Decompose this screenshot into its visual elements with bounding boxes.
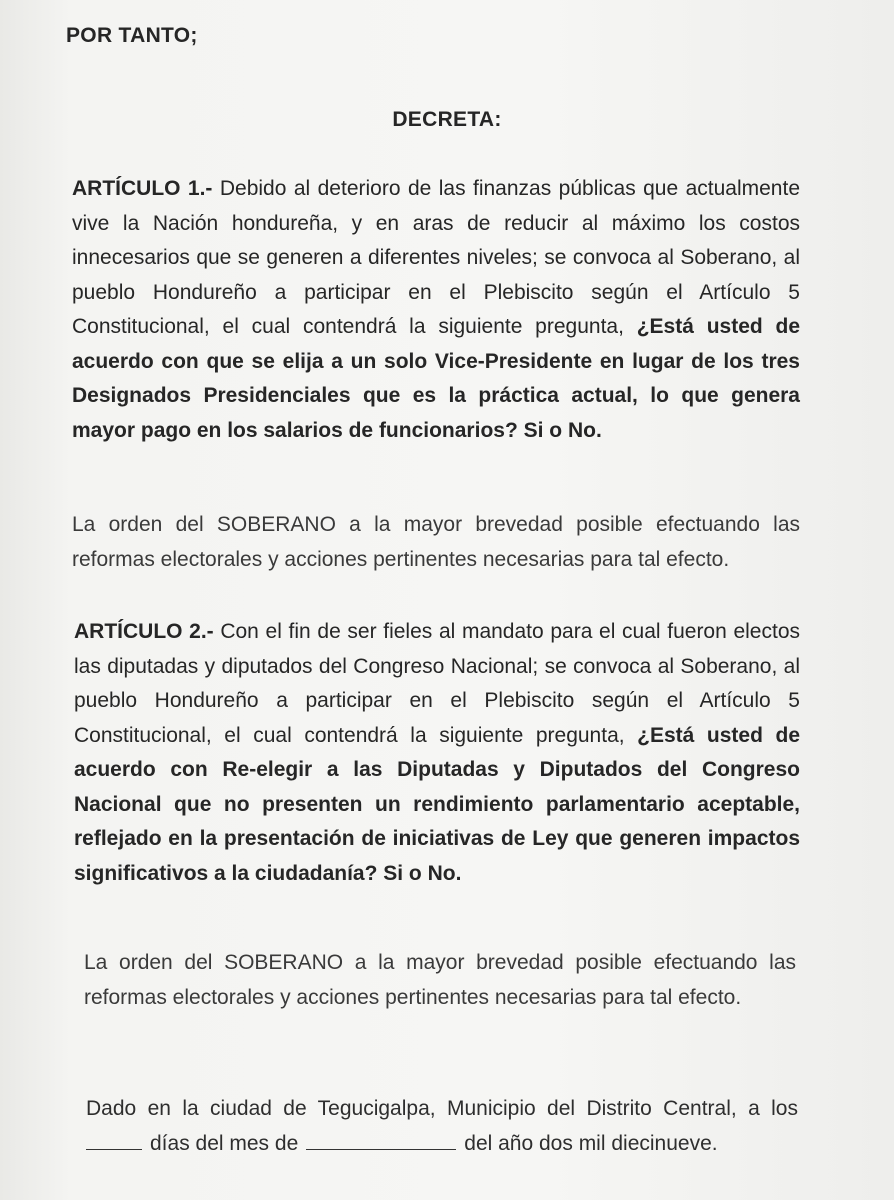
closing-line-1: Dado en la ciudad de Tegucigalpa, Municipio del Distrito Central, a los — [86, 1097, 798, 1120]
month-blank-line — [306, 1129, 456, 1150]
closing-paragraph — [86, 1092, 798, 1161]
articulo-1-label: ARTÍCULO 1.- — [72, 177, 213, 200]
decreta-heading: DECRETA: — [392, 108, 502, 131]
orden-soberano-2-paragraph: La orden del SOBERANO a la mayor brevedad posible efectuando las reformas electorales y acciones pertinentes necesarias para tal efecto. — [84, 951, 796, 1009]
articulo-1-question: ¿Está usted de acuerdo con que se elija a un solo Vice-Presidente en lugar de los tres Designados Presidenciales que es la práctica actual, lo que genera mayor pago en los salarios de funcionarios? Si o No. — [72, 315, 801, 442]
articulo-1-paragraph — [72, 172, 800, 448]
closing-dias-text: días del mes de — [150, 1131, 299, 1155]
articulo-2-label: ARTÍCULO 2.- — [74, 620, 214, 643]
orden-soberano-1-paragraph: La orden del SOBERANO a la mayor brevedad posible efectuando las reformas electorales y acciones pertinentes necesarias para tal efecto. — [72, 513, 800, 571]
articulo-2-paragraph — [74, 615, 800, 891]
articulo-2-question: ¿Está usted de acuerdo con Re-elegir a las Diputadas y Diputados del Congreso Nacional que no presenten un rendimiento parlamentario aceptable, reflejado en la presentación de iniciativas de Ley que generen impactos significativos a la ciudadanía? Si o No. — [74, 723, 800, 885]
day-blank-line — [86, 1129, 142, 1150]
closing-anio-text: del año dos mil diecinueve. — [464, 1131, 718, 1155]
por-tanto-heading: POR TANTO; — [66, 24, 198, 47]
articulo-1-text: Debido al deterioro de las finanzas públicas que actualmente vive la Nación hondureña, y en aras de reducir al máximo los costos innecesarios que se generen a diferentes niveles; se convoca al Soberano, al pueblo Hondureño a participar en el Plebiscito según el Artículo 5 Constitucional, el cual contendrá la siguiente pregunta, — [72, 177, 801, 338]
articulo-2-text: Con el fin de ser fieles al mandato para el cual fueron electos las diputadas y diputados del Congreso Nacional; se convoca al Soberano, al pueblo Hondureño a participar en el Plebiscito según el Artículo 5 Constitucional, el cual contendrá la siguiente pregunta, — [74, 620, 800, 747]
